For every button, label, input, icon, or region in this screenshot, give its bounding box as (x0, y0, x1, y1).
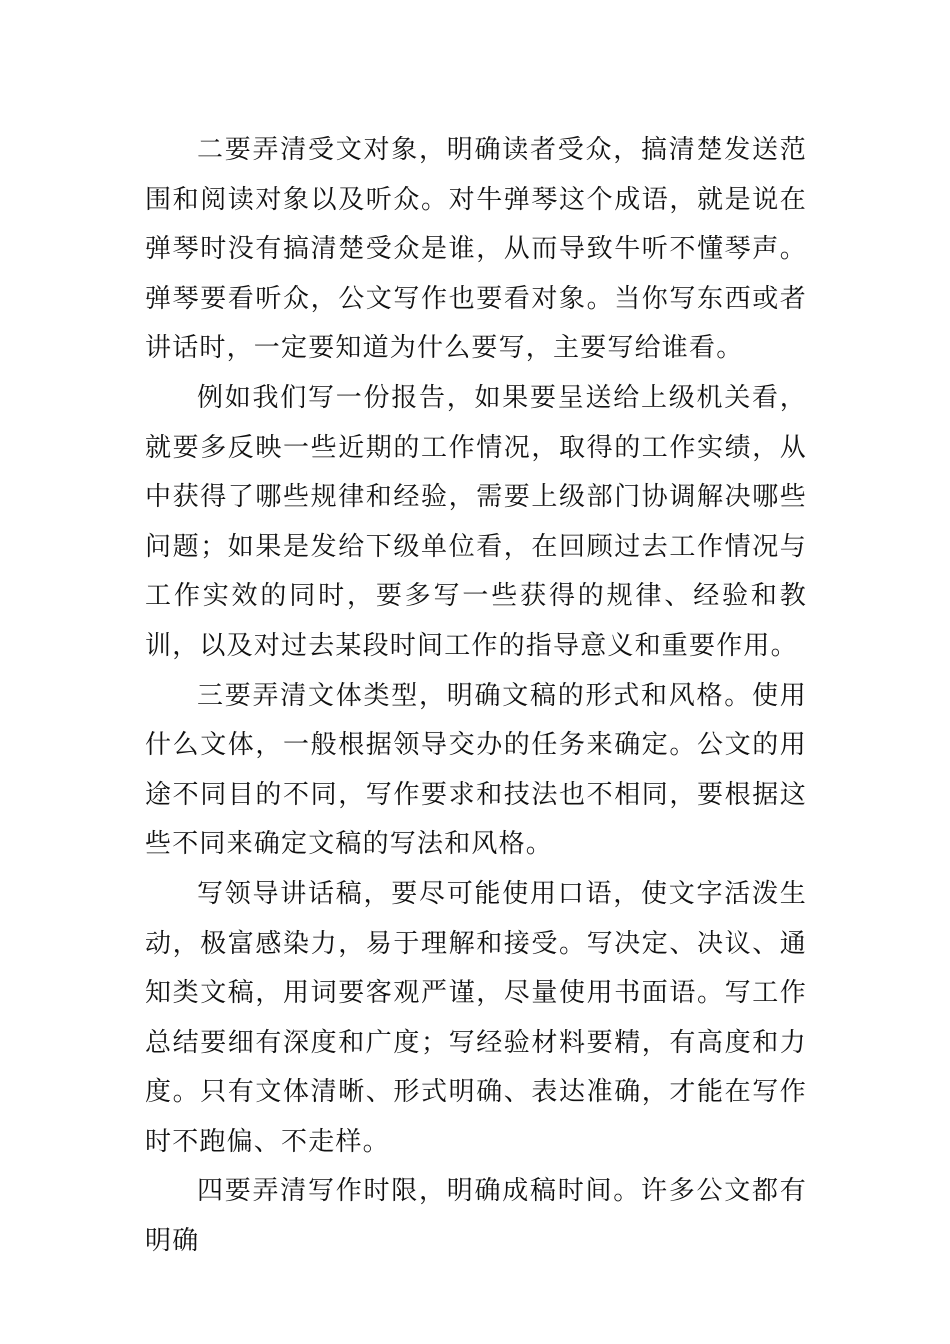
paragraph-audience: 二要弄清受文对象，明确读者受众，搞清楚发送范围和阅读对象以及听众。对牛弹琴这个成语，就是说在弹琴时没有搞清楚受众是谁，从而导致牛听不懂琴声。弹琴要看听众，公文写作也要看对象。当你写东西或者讲话时，一定要知道为什么要写，主要写给谁看。 (145, 135, 807, 364)
paragraph-report-example: 例如我们写一份报告，如果要呈送给上级机关看，就要多反映一些近期的工作情况，取得的工作实绩，从中获得了哪些规律和经验，需要上级部门协调解决哪些问题；如果是发给下级单位看，在回顾过去工作情况与工作实效的同时，要多写一些获得的规律、经验和教训，以及对过去某段时间工作的指导意义和重要作用。 (145, 382, 807, 661)
document-body (145, 126, 807, 1267)
paragraph-speech-writing: 写领导讲话稿，要尽可能使用口语，使文字活泼生动，极富感染力，易于理解和接受。写决定、决议、通知类文稿，用词要客观严谨，尽量使用书面语。写工作总结要细有深度和广度；写经验材料要精，有高度和力度。只有文体清晰、形式明确、表达准确，才能在写作时不跑偏、不走样。 (145, 878, 807, 1157)
paragraph-document-type: 三要弄清文体类型，明确文稿的形式和风格。使用什么文体，一般根据领导交办的任务来确定。公文的用途不同目的不同，写作要求和技法也不相同，要根据这些不同来确定文稿的写法和风格。 (145, 680, 807, 860)
paragraph-time-limit: 四要弄清写作时限，明确成稿时间。许多公文都有明确 (145, 1176, 807, 1257)
